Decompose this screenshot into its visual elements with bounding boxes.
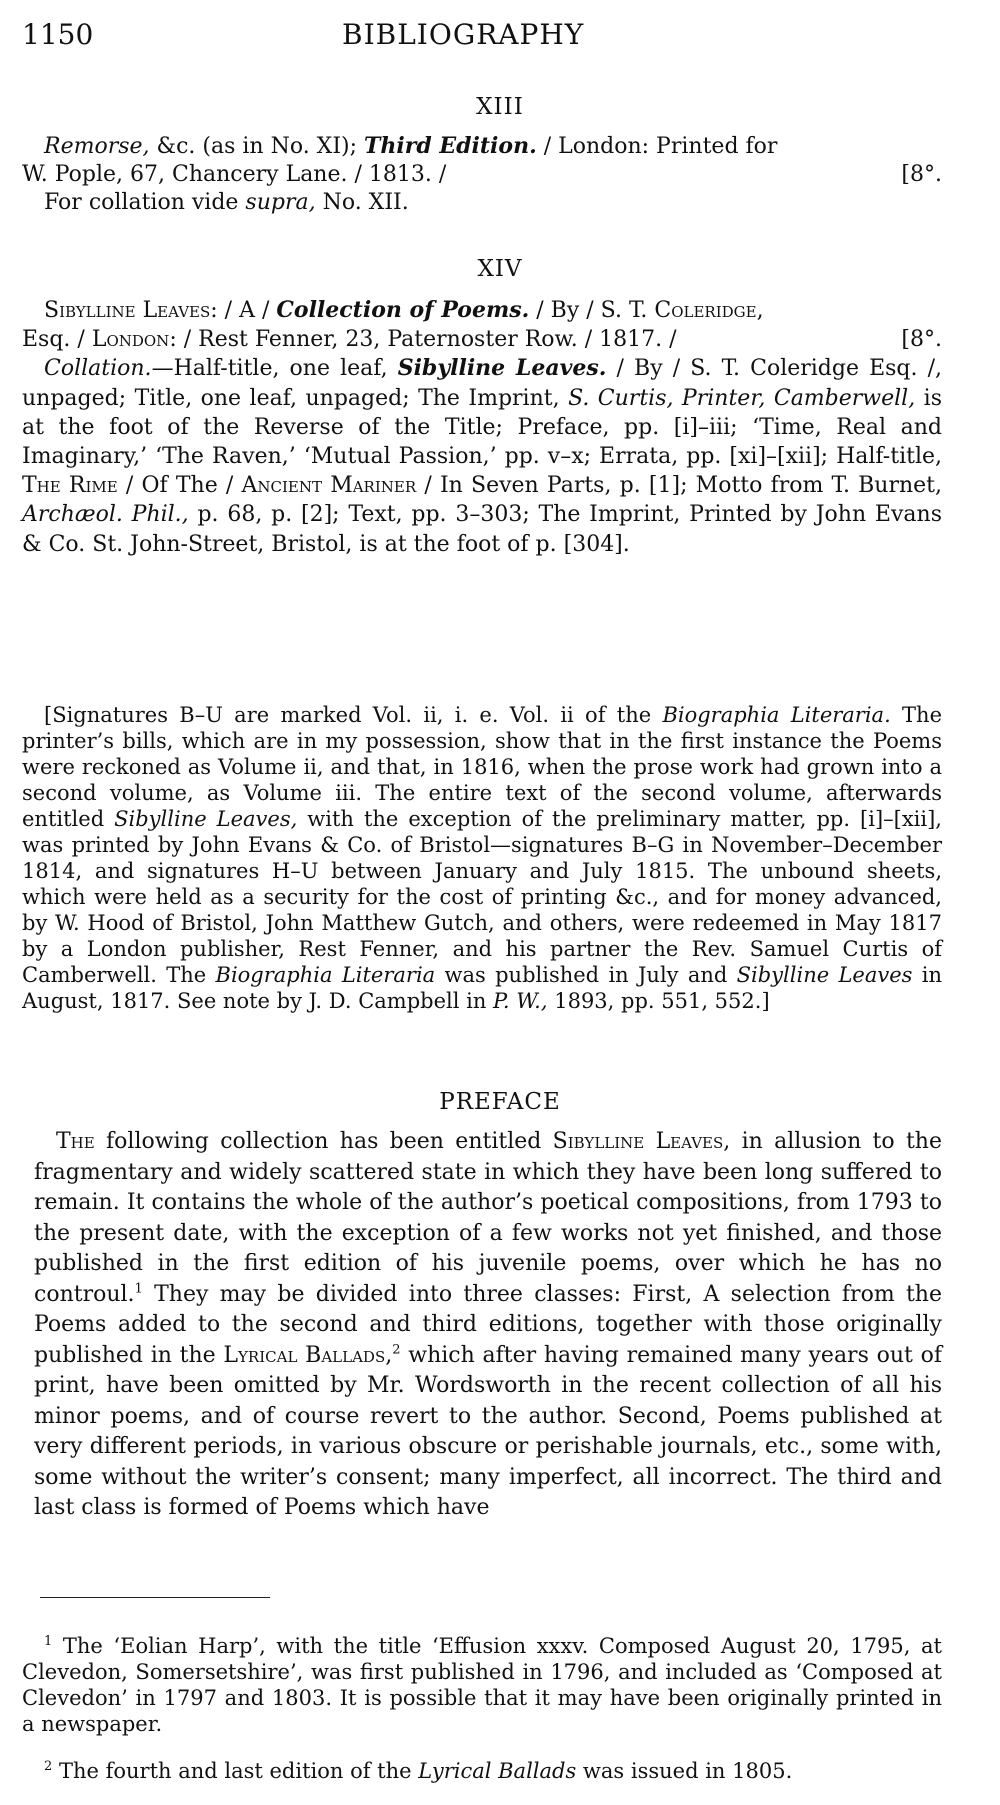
footnote-ref-1: 1 [134, 1281, 143, 1297]
text-span: in allusion to the fragmentary and widely scattered state in which they have been long suffered to remain. It contains the whole of the author’s poetical compositions, from 1793 to the present date, with the exception of a few works not yet finished, and those published in the first edition of his juvenile poems, over which he has no controul. [34, 1129, 942, 1307]
entry-xiv-collation [22, 354, 942, 558]
text-span: —Half-title, one leaf, [151, 356, 398, 382]
smallcaps-span: Sibylline Leaves [44, 298, 211, 323]
footnotes [22, 1612, 942, 1805]
italic-span: Biographia Literaria. [662, 703, 891, 727]
text-span: / London: Printed for [536, 134, 778, 159]
text-block [34, 1127, 942, 1524]
text-span: The ‘Eolian Harp’, with the title ‘Effusion xxxv. Composed August 20, 1795, at Clevedon, Somersetshire’, was first published in 1796, and included as ‘Composed at Clevedon’ in 1797 and 1803. It is possible that it may have been originally printed in a newspaper. [22, 1634, 942, 1736]
italic-span: Sibylline Leaves [736, 963, 913, 987]
italic-span: Archæol. Phil., [22, 502, 189, 528]
italic-span: P. W., [493, 989, 548, 1013]
text-span: in August, 1817. See note by J. D. Campbell in [22, 963, 942, 1013]
page-header [22, 18, 978, 58]
blackletter-third-edition: Third Edition. [364, 133, 537, 159]
format-mark: [8°. [901, 327, 942, 353]
entry-xiv-body [22, 296, 942, 559]
text-span: is at the foot of the Reverse of the Title; Preface, pp. [i]–iii; ‘Time, Real and Imaginary,’ ‘The Raven,’ ‘Mutual Passion,’ pp. v–x; Errata, pp. [xi]–[xii]; Half-title, [22, 385, 942, 470]
running-head: BIBLIOGRAPHY [342, 18, 585, 51]
text-span: The fourth and last edition of the [52, 1759, 419, 1783]
text-span: No. XII. [315, 190, 409, 215]
entry-xiv-editorial-note [22, 681, 942, 1035]
italic-span: Lyrical Ballads [418, 1759, 577, 1783]
smallcaps-span: Sibylline Leaves, [552, 1129, 731, 1154]
entry-xiv-title [22, 296, 942, 354]
sup-element: 1 [44, 1634, 53, 1649]
sup-element: 2 [44, 1759, 53, 1774]
footnote-rule [40, 1597, 270, 1598]
italic-span: S. Curtis, Printer, Camberwell, [568, 385, 916, 411]
text-span: with the exception of the preliminary matter, pp. [i]–[xii], was printed by John Evans & Co. of Bristol—signatures B–G in November–December 1814, and signatures H–U between January and July 1815. The unbound sheets, which were held as a security for the cost of printing &c., and for money advanced, by W. Hood of Bristol, John Matthew Gutch, and others, were redeemed in May 1817 by a London publisher, Rest Fenner, and his partner the Rev. Samuel Curtis of Camberwell. The [22, 807, 942, 987]
italic-span: supra, [245, 190, 316, 215]
entry-xiii-line2 [22, 161, 942, 189]
entry-heading-xiii: XIII [476, 94, 524, 120]
text-span: [Signatures B–U are marked Vol. ii, i. e. Vol. ii of the [44, 703, 663, 727]
entry-xiii-body [22, 132, 942, 217]
blackletter-span: Collection of Poems. [276, 297, 530, 323]
entry-heading-xiv: XIV [477, 256, 523, 282]
blackletter-span: Sibylline Leaves. [397, 355, 607, 382]
text-span: 1893, pp. 551, 552.] [547, 989, 770, 1013]
text-span: / In Seven Parts, p. [1]; Motto from T. Burnet, [416, 473, 943, 499]
italic-span: Biographia Literaria [215, 963, 436, 987]
footnote-2 [22, 1758, 942, 1784]
text-span: which after having remained many years out of print, have been omitted by Mr. Wordsworth in the recent collection of all his minor poems, and of course revert to the author. Second, Poems published at very different periods, in various obscure or perishable journals, etc., some with, some without the writer’s consent; many imperfect, all incorrect. The third and last class is formed of Poems which have [34, 1342, 942, 1520]
smallcaps-span: Ancient Mariner [241, 473, 417, 499]
text-span: / By / S. T. Coleridge Esq. /, unpaged; Title, one leaf, unpaged; The Imprint, [22, 356, 942, 411]
text-span: &c. (as in No. XI); [149, 134, 365, 159]
entry-xiii-line1 [22, 132, 942, 161]
smallcaps-span: Coleridge, [654, 298, 764, 323]
smallcaps-span: The Rime [22, 473, 118, 499]
smallcaps-span: The [56, 1129, 95, 1154]
text-span: : / Rest Fenner, 23, Paternoster Row. / 1817. / [169, 327, 677, 353]
smallcaps-span: Lyrical Ballads, [223, 1342, 393, 1368]
preface-heading: PREFACE [439, 1089, 561, 1115]
format-mark: [8°. [901, 162, 942, 187]
text-span: / Of The / [117, 473, 242, 499]
footnote-ref-2: 2 [392, 1342, 401, 1358]
preface-body [34, 1127, 942, 1524]
text-span: Esq. / [22, 327, 92, 353]
text-span: following collection has been entitled [94, 1129, 553, 1154]
smallcaps-span: London [91, 327, 170, 353]
text-span: p. 68, p. [2]; Text, pp. 3–303; The Imprint, Printed by John Evans & Co. St. John-Street, Bristol, is at the foot of p. [304]. [22, 502, 942, 557]
text-span: For collation vide [44, 190, 246, 215]
title-remorse: Remorse, [44, 134, 150, 159]
text-span: was issued in 1805. [576, 1759, 793, 1783]
text-block [22, 702, 942, 1014]
text-span: / By / S. T. [529, 298, 655, 323]
text-span: W. Pople, 67, Chancery Lane. / 1813. / [22, 162, 447, 187]
text-span: They may be divided into three classes: First, A selection from the Poems added to the second and third editions, together with those originally published in the [34, 1281, 942, 1368]
text-span: was published in July and [435, 963, 737, 987]
italic-span: Collation. [44, 356, 152, 382]
page-number: 1150 [22, 18, 94, 51]
entry-xiii-line3 [22, 189, 942, 217]
footnote-1 [22, 1633, 942, 1737]
text-span: The printer’s bills, which are in my possession, show that in the first instance the Poems were reckoned as Volume ii, and that, in 1816, when the prose work had grown into a second volume, as Volume iii. The entire text of the second volume, afterwards entitled [22, 703, 943, 831]
text-span: : / A / [210, 298, 277, 323]
italic-span: Sibylline Leaves, [114, 807, 298, 831]
